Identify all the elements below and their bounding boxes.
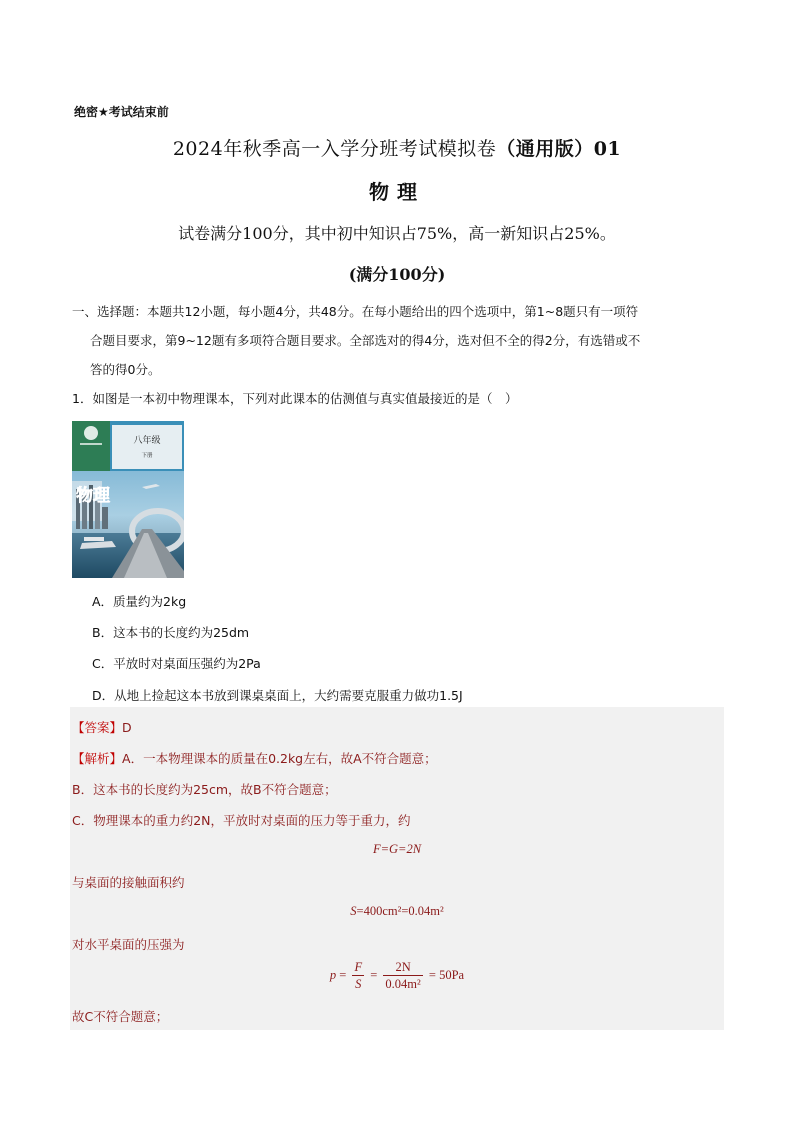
contact-area-label: 与桌面的接触面积约 [72, 875, 185, 890]
option-d: D．从地上捡起这本书放到课桌桌面上，大约需要克服重力做功1.5J [92, 688, 463, 703]
fraction-values [383, 960, 422, 992]
option-c: C．平放时对桌面压强约为2Pa [92, 656, 261, 671]
textbook-cover-svg [72, 421, 184, 578]
question-1-stem: 1．如图是一本初中物理课本，下列对此课本的估测值与真实值最接近的是（ ） [72, 391, 518, 406]
exam-title [0, 134, 794, 161]
secret-label: 绝密★考试结束前 [74, 105, 169, 119]
formula-area [70, 904, 724, 919]
cover-volume: 下册 [141, 453, 153, 459]
formula-result: = 50Pa [428, 967, 465, 982]
answer-tag: 【答案】 [72, 720, 123, 735]
cover-title: 物理 [76, 486, 110, 506]
analysis-tag: 【解析】 [72, 751, 123, 766]
analysis-line-c: C．物理课本的重力约2N，平放时对桌面的压力等于重力，约 [72, 813, 411, 828]
section-instructions [72, 297, 732, 384]
conclusion-c: 故C不符合题意； [72, 1009, 169, 1024]
textbook-cover-image [72, 421, 184, 578]
section-line-3: 答的得0分。 [90, 362, 161, 377]
fraction-den: 0.04m² [385, 977, 421, 991]
fraction-f: F [354, 960, 363, 974]
analysis-line-a [72, 749, 437, 767]
option-a: A．质量约为2kg [92, 594, 187, 609]
title-edition: （通用版）01 [496, 138, 622, 160]
section-line-2: 合题目要求，第9~12题有多项符合题目要求。全部选对的得4分，选对但不全的得2分，有选错或不 [90, 333, 641, 348]
formula-area-value: =400cm²=0.04m² [356, 904, 444, 918]
answer-line [72, 718, 132, 736]
formula-force [70, 842, 724, 857]
formula-pressure: p = $\frac{F}{S}$ = $\frac{2N}{\text{0.04m²}}$ = 50Pa [329, 960, 465, 991]
formula-force-text: F=G=2N [372, 842, 422, 856]
fraction-f-over-s [352, 960, 364, 992]
answer-value: D [122, 720, 132, 735]
analysis-a: A．一本物理课本的质量在0.2kg左右，故A不符合题意； [122, 751, 437, 766]
fraction-s: S [355, 977, 362, 991]
subject-title: 物理 [369, 180, 425, 204]
formula-p: p [329, 967, 337, 982]
pressure-label: 对水平桌面的压强为 [72, 937, 185, 952]
fraction-num: 2N [383, 960, 422, 976]
analysis-line-b: B．这本书的长度约为25cm，故B不符合题意； [72, 782, 337, 797]
title-main: 2024年秋季高一入学分班考试模拟卷 [172, 138, 497, 160]
section-line-1: 一、选择题：本题共12小题，每小题4分，共48分。在每小题给出的四个选项中，第1~8题只有一项符 [72, 304, 639, 319]
option-b: B．这本书的长度约为25dm [92, 625, 250, 640]
formula-area-symbol: S [350, 904, 357, 918]
full-score: (满分100分) [348, 265, 446, 284]
score-note: 试卷满分100分，其中初中知识占75%，高一新知识占25%。 [178, 224, 616, 243]
cover-grade: 八年级 [133, 436, 161, 446]
